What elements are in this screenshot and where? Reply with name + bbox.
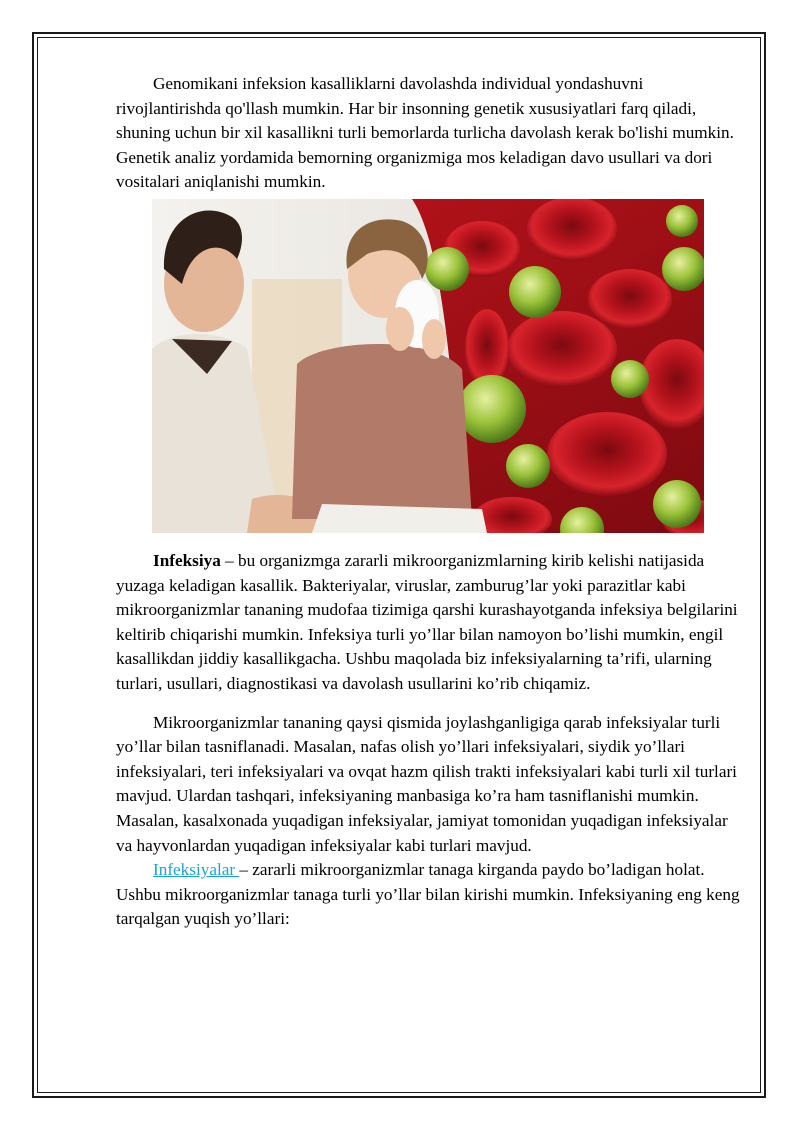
definition-text: – bu organizmga zararli mikroorganizmlarning kirib kelishi natijasida yuzaga keladigan kasallik. Bakteriyalar, viruslar, zamburug’lar yoki parazitlar kabi mikroorganizmlar tananing mudofaa tizimiga qarshi kurashayotganda infeksiya belgilarini keltirib chiqarishi mumkin. Infeksiya turli yo’llar bilan namoyon bo’lishi mumkin, engil kasallikdan jiddiy kasallikgacha. Ushbu maqolada biz infeksiyalarning ta’rifi, ularning turlari, usullari, diagnostikasi va davolash usullarini ko’rib chiqamiz. [116, 550, 738, 693]
paragraph-classification: Mikroorganizmlar tananing qaysi qismida joylashganligiga qarab infeksiyalar turli yo’llar bilan tasniflanadi. Masalan, nafas olish yo’llari infeksiyalari, siydik yo’llari infeksiyalari, teri infeksiyalari va ovqat hazm qilish trakti infeksiyalari kabi turli xil turlari mavjud. Ulardan tashqari, infeksiyaning manbasiga ko’ra ham tasniflanishi mumkin. Masalan, kasalxonada yuqadigan infeksiyalar, jamiyat tomonidan yuqadigan infeksiyalar va hayvonlardan yuqadigan infeksiyalar kabi turlari mavjud. [116, 712, 737, 855]
transmission-text: – zararli mikroorganizmlar tanaga kirganda paydo bo’ladigan holat. Ushbu mikroorganizmlar tanaga turli yo’llar bilan kirishi mumkin. Infeksiyaning eng keng tarqalgan yuqish yo’llari: [116, 860, 740, 929]
infeksiyalar-link[interactable]: Infeksiyalar [153, 860, 240, 880]
sneezing-woman-and-blood-cells-photo-icon [152, 199, 704, 533]
paragraph-infection-definition [116, 549, 744, 697]
paragraph-transmission [116, 858, 744, 932]
document-body [116, 72, 744, 932]
term-infeksiya: Infeksiya [153, 550, 221, 570]
paragraph-genomics: Genomikani infeksion kasalliklarni davolashda individual yondashuvni rivojlantirishda qo'llash mumkin. Har bir insonning genetik xususiyatlari farq qiladi, shuning uchun bir xil kasallikni turli bemorlarda turlicha davolash kerak bo'lishi mumkin. Genetik analiz yordamida bemorning organizmiga mos keladigan davo usullari va dori vositalari aniqlanishi mumkin. [116, 74, 734, 192]
illustration-photo [152, 199, 704, 533]
